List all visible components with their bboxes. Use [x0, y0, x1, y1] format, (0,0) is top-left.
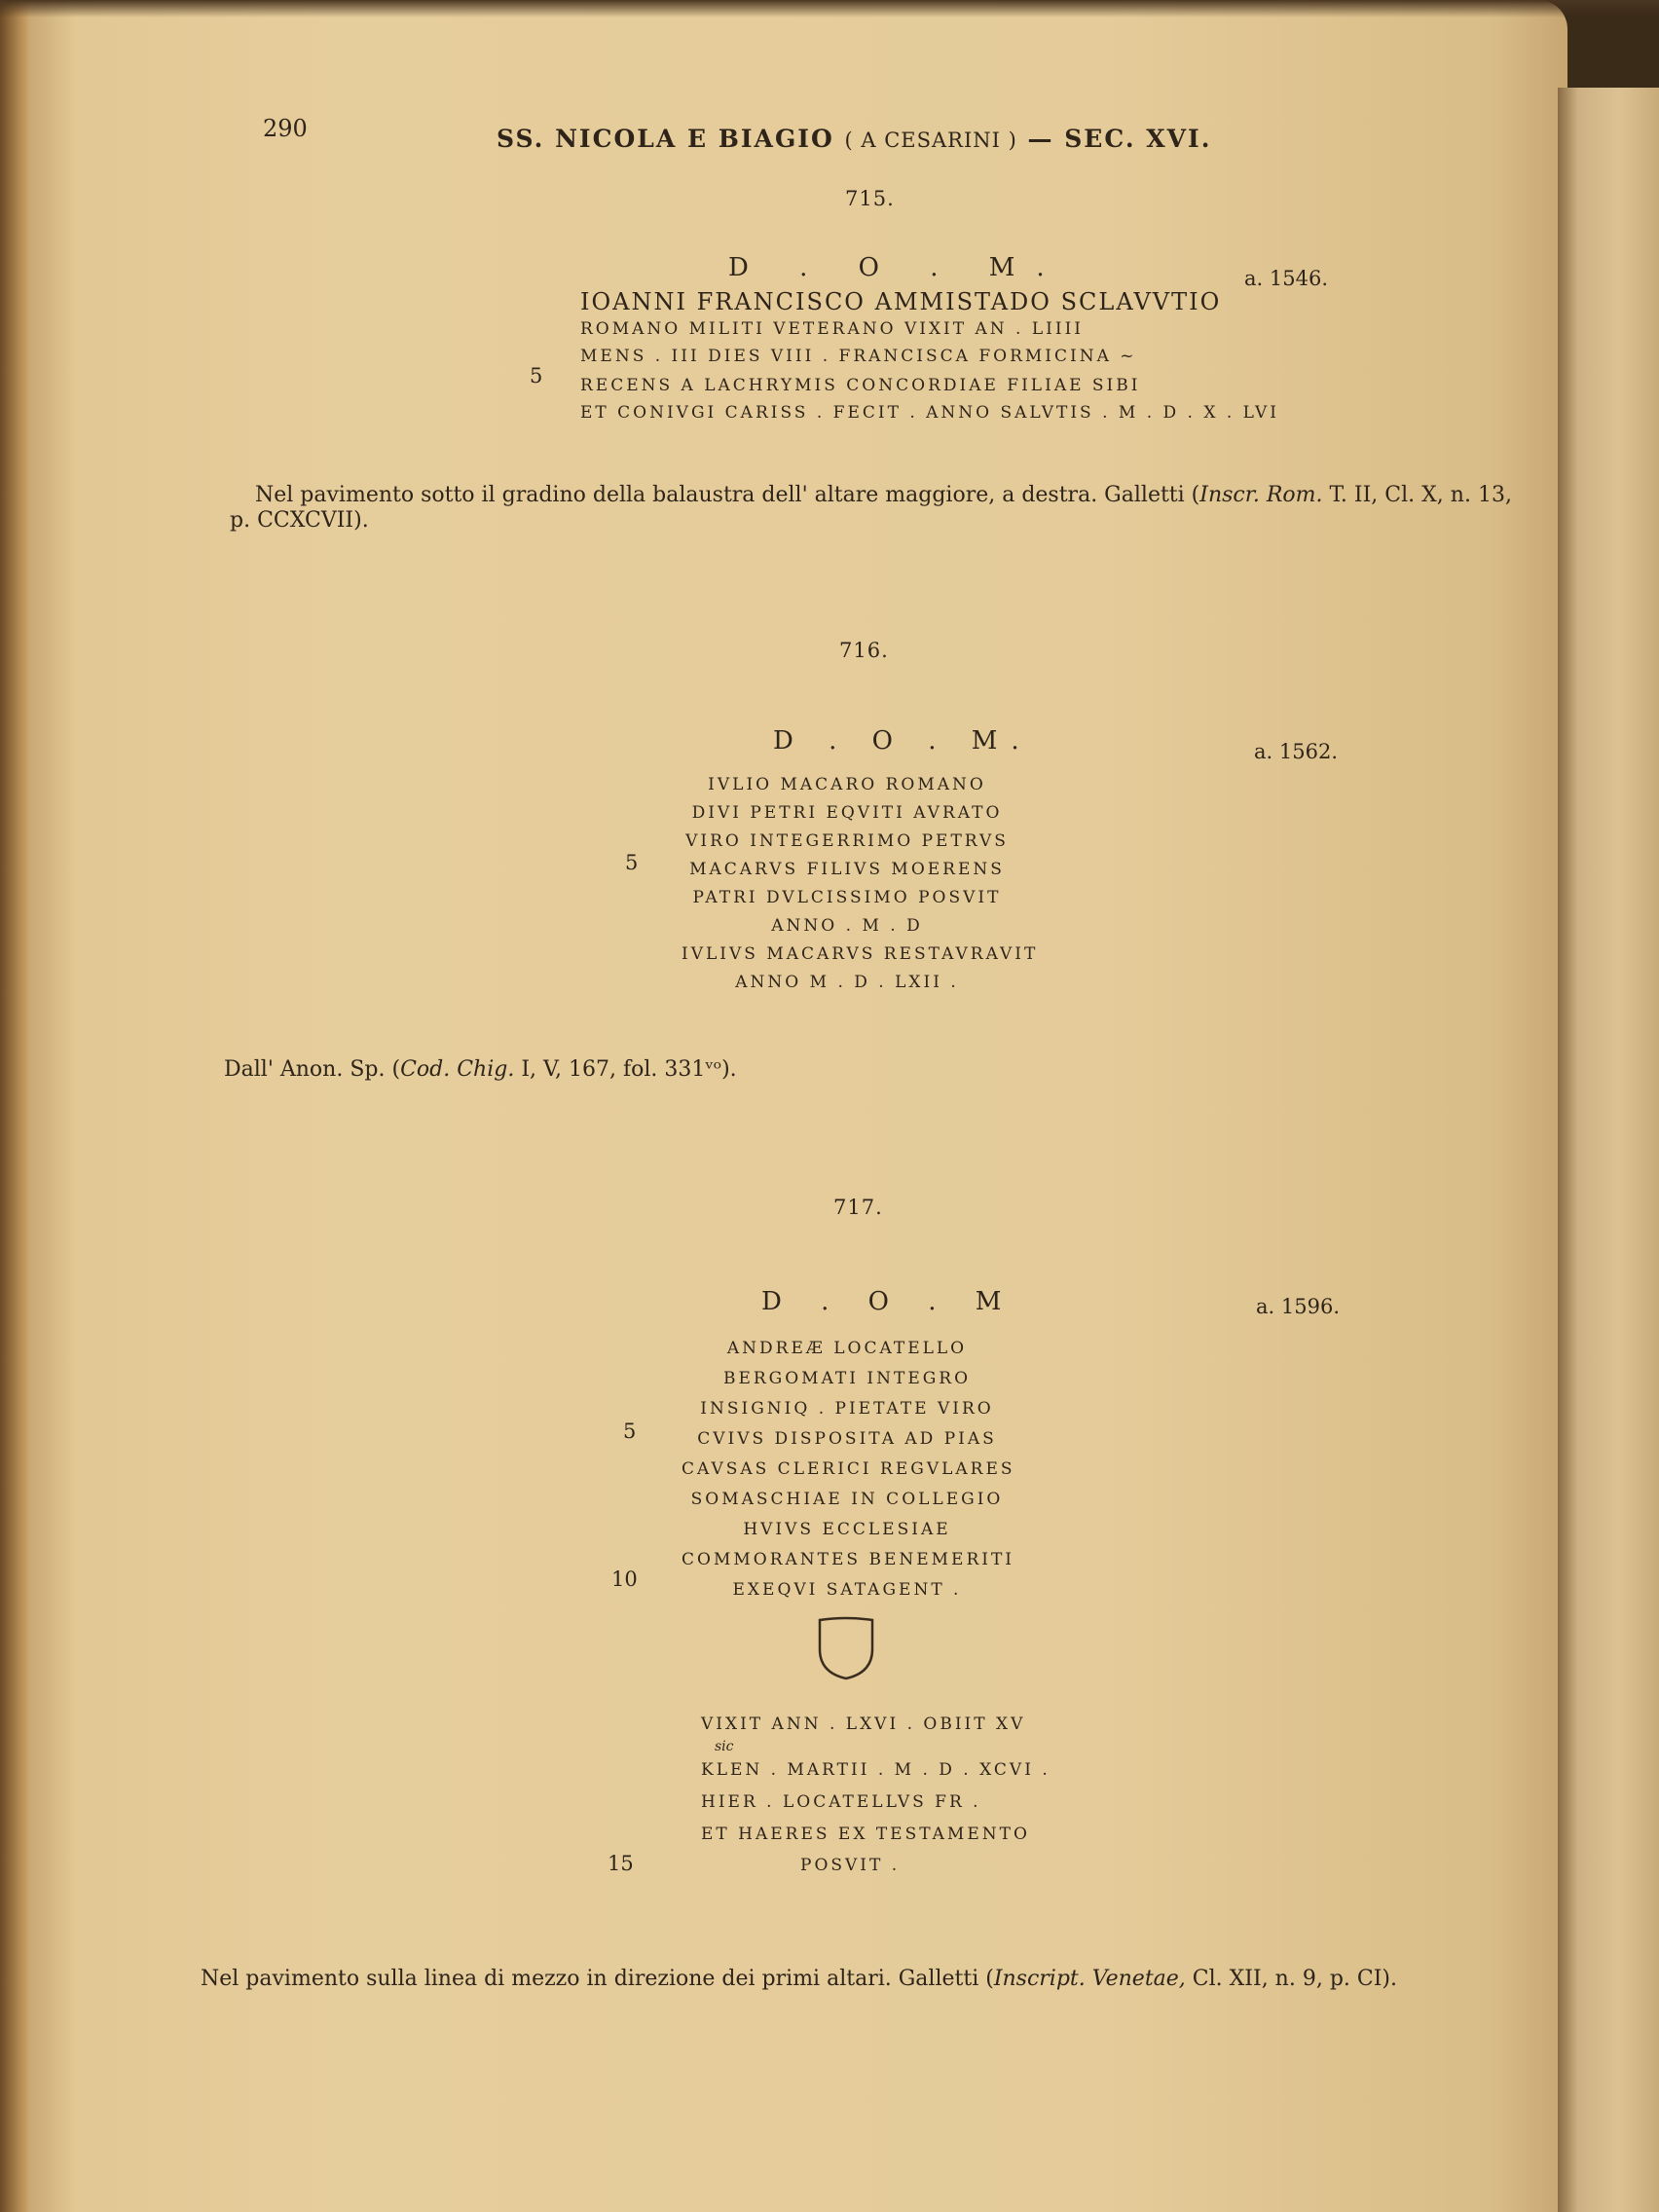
- note-text: I, V, 167, fol. 331ᵛᵒ).: [514, 1057, 737, 1082]
- header-century: SEC. XVI.: [1064, 125, 1212, 153]
- inscription-line: ANDREÆ LOCATELLO: [726, 1339, 968, 1358]
- inscription-line: HIER . LOCATELLVS FR .: [701, 1792, 981, 1812]
- note-text: Dall' Anon. Sp. (: [224, 1057, 401, 1082]
- sic-annotation: sic: [715, 1739, 734, 1754]
- top-shadow: [0, 0, 1659, 18]
- line-marker: 10: [611, 1567, 638, 1591]
- inscription-line: VIXIT ANN . LXVI . OBIIT XV: [701, 1714, 1026, 1734]
- line-marker: 15: [608, 1852, 634, 1875]
- coat-of-arms-shield-icon: [814, 1614, 878, 1682]
- entry-number: 716.: [839, 639, 889, 662]
- entry-date: a. 1546.: [1244, 267, 1328, 290]
- note-text: Nel pavimento sotto il gradino della balaustra dell' altare maggiore, a destra. Galletti (: [255, 483, 1200, 507]
- inscription-line: KLEN . MARTII . M . D . XCVI .: [701, 1760, 1051, 1780]
- inscription-line: ANNO . M . D: [771, 916, 923, 936]
- source-note: [224, 1057, 737, 1082]
- source-note: [255, 483, 1512, 507]
- entry-number: 715.: [845, 187, 895, 210]
- inscription-line: HVIVS ECCLESIAE: [743, 1520, 951, 1539]
- inscription-line: ET CONIVGI CARISS . FECIT . ANNO SALVTIS . M . D . X . LVI: [580, 403, 1279, 423]
- inscription-dom: D . O . M: [761, 1287, 1017, 1316]
- inscription-line: CVIVS DISPOSITA AD PIAS: [697, 1429, 997, 1449]
- inscription-line: RECENS A LACHRYMIS CONCORDIAE FILIAE SIBI: [580, 376, 1141, 395]
- inscription-line: POSVIT .: [800, 1856, 901, 1875]
- inscription-line: BERGOMATI INTEGRO: [722, 1369, 972, 1388]
- inscription-line: ET HAERES EX TESTAMENTO: [701, 1825, 1030, 1844]
- note-citation: Inscript. Venetae,: [993, 1967, 1186, 1991]
- header-title: SS. NICOLA E BIAGIO: [497, 125, 834, 153]
- inscription-line: DIVI PETRI EQVITI AVRATO: [691, 803, 1003, 823]
- inscription-dom: D . O . M.: [773, 726, 1033, 756]
- inscription-block-after: [701, 1710, 1051, 1881]
- inscription-line: VIRO INTEGERRIMO PETRVS: [685, 831, 1009, 851]
- note-citation: Inscr. Rom.: [1199, 483, 1323, 507]
- book-spine-edge: [0, 0, 33, 2212]
- inscription-line: COMMORANTES BENEMERITI: [682, 1550, 1015, 1569]
- inscription-line: ROMANO MILITI VETERANO VIXIT AN . LIIII: [580, 319, 1085, 339]
- entry-date: a. 1562.: [1254, 740, 1338, 763]
- note-text: Cl. XII, n. 9, p. CI).: [1185, 1967, 1397, 1991]
- inscription-dom: D . O . M.: [728, 253, 1066, 282]
- entry-date: a. 1596.: [1256, 1295, 1340, 1318]
- inscription-line: CAVSAS CLERICI REGVLARES: [682, 1459, 1015, 1479]
- inscription-line: IOANNI FRANCISCO AMMISTADO SCLAVVTIO: [580, 288, 1222, 315]
- source-note-line2: p. CCXCVII).: [230, 508, 369, 533]
- note-text: Nel pavimento sulla linea di mezzo in direzione dei primi altari. Galletti (: [201, 1967, 994, 1991]
- inscription-line: INSIGNIQ . PIETATE VIRO: [700, 1399, 994, 1419]
- note-citation: Cod. Chig.: [400, 1057, 515, 1082]
- header-dash: —: [1027, 125, 1054, 153]
- line-marker: 5: [530, 364, 543, 387]
- running-header: [497, 125, 1211, 153]
- inscription-line: ANNO M . D . LXII .: [735, 973, 959, 992]
- inscription-line: IVLIVS MACARVS RESTAVRAVIT: [682, 944, 1039, 964]
- inscription-line: MACARVS FILIVS MOERENS: [689, 860, 1005, 879]
- source-note: [201, 1967, 1397, 1991]
- inscription-block: [682, 1334, 1013, 1605]
- entry-number: 717.: [833, 1196, 883, 1219]
- line-marker: 5: [623, 1419, 637, 1443]
- inscription-line: EXEQVI SATAGENT .: [732, 1580, 962, 1600]
- line-marker: 5: [625, 851, 639, 874]
- inscription-line: IVLIO MACARO ROMANO: [708, 775, 986, 794]
- page-number: 290: [263, 115, 308, 142]
- note-text: T. II, Cl. X, n. 13,: [1322, 483, 1512, 507]
- inscription-line: SOMASCHIAE IN COLLEGIO: [690, 1490, 1004, 1509]
- facing-page-edge: [1558, 88, 1659, 2212]
- header-paren: ( A CESARINI ): [844, 129, 1017, 152]
- inscription-line: PATRI DVLCISSIMO POSVIT: [692, 888, 1002, 907]
- inscription-line: MENS . III DIES VIII . FRANCISCA FORMICINA ~: [580, 347, 1137, 366]
- inscription-block: [682, 771, 1039, 997]
